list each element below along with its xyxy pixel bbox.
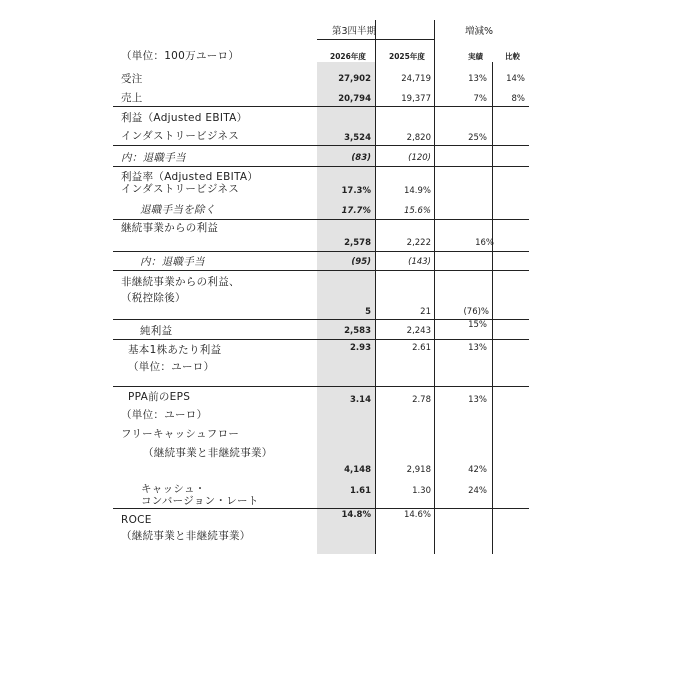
rule-header <box>317 39 434 40</box>
rule-after-eps <box>113 386 529 387</box>
column-divider-current <box>375 20 376 554</box>
value-actual-profit: 25% <box>468 133 487 143</box>
label-fcf-sub: （継続事業と非継続事業） <box>143 447 273 459</box>
label-pension-2: 内：退職手当 <box>140 256 205 268</box>
value-prior-revenue: 19,377 <box>401 94 431 104</box>
label-excl-pension: 退職手当を除く <box>140 204 216 216</box>
value-current-roce: 14.8% <box>341 510 371 520</box>
value-actual-orders: 13% <box>468 74 487 84</box>
value-current-pension-1: (83) <box>351 153 371 163</box>
value-current-pension-2: (95) <box>351 257 371 267</box>
value-current-continuing: 2,578 <box>344 238 371 248</box>
rule-after-profit <box>113 145 529 146</box>
header-col-current: 2026年度 <box>330 52 366 61</box>
value-current-net-income: 2,583 <box>344 326 371 336</box>
value-current-orders: 27,902 <box>338 74 371 84</box>
label-continuing: 継続事業からの利益 <box>121 222 219 234</box>
label-eps-ppa: PPA前のEPS <box>128 391 191 403</box>
rule-after-continuing <box>113 251 529 252</box>
rule-after-net-income <box>113 339 529 340</box>
value-prior-eps-ppa: 2.78 <box>412 395 431 405</box>
label-net-income: 純利益 <box>140 325 173 337</box>
value-current-fcf: 4,148 <box>344 465 371 475</box>
value-actual-net-income: 15% <box>468 320 487 330</box>
value-prior-excl-pension: 15.6% <box>403 206 431 216</box>
value-actual-revenue: 7% <box>473 94 487 104</box>
value-prior-eps: 2.61 <box>412 343 431 353</box>
value-comparable-revenue: 8% <box>511 94 525 104</box>
value-actual-eps-ppa: 13% <box>468 395 487 405</box>
header-period: 第3四半期 <box>332 26 377 37</box>
label-roce-sub: （継続事業と非継続事業） <box>121 530 251 542</box>
value-current-cash-conversion: 1.61 <box>350 486 371 496</box>
label-eps-ppa-sub: （単位：ユーロ） <box>121 409 208 421</box>
rule-before-roce <box>113 508 529 509</box>
label-fcf: フリーキャッシュフロー <box>121 428 240 440</box>
header-col-prior: 2025年度 <box>389 52 425 61</box>
label-discontinued-sub: （税控除後） <box>121 292 186 304</box>
value-actual-cash-conversion: 24% <box>468 486 487 496</box>
value-prior-pension-2: (143) <box>408 257 431 267</box>
label-profit-sub: インダストリービジネス <box>121 130 240 142</box>
value-prior-orders: 24,719 <box>401 74 431 84</box>
label-margin: 利益率（Adjusted EBITA） <box>121 171 259 183</box>
rule-after-margin <box>113 219 529 220</box>
value-prior-continuing: 2,222 <box>406 238 431 248</box>
label-cash-conversion-sub: コンバージョン・レート <box>141 495 259 507</box>
rule-after-pension-2 <box>113 270 529 271</box>
label-pension-1: 内：退職手当 <box>121 152 186 164</box>
label-profit: 利益（Adjusted EBITA） <box>121 112 248 124</box>
value-current-discontinued: 5 <box>365 307 371 317</box>
label-discontinued: 非継続事業からの利益、 <box>121 276 240 288</box>
label-eps: 基本1株あたり利益 <box>128 344 222 356</box>
label-eps-sub: （単位：ユーロ） <box>128 361 215 373</box>
value-prior-roce: 14.6% <box>403 510 431 520</box>
value-current-revenue: 20,794 <box>338 94 371 104</box>
value-current-eps-ppa: 3.14 <box>350 395 371 405</box>
value-prior-margin: 14.9% <box>403 186 431 196</box>
value-actual-fcf: 42% <box>468 465 487 475</box>
rule-after-discontinued <box>113 319 529 320</box>
header-change: 増減% <box>465 26 494 37</box>
value-actual-discontinued: (76)% <box>463 307 489 317</box>
value-actual-continuing: 16% <box>475 238 494 248</box>
value-current-profit: 3,524 <box>344 133 371 143</box>
value-prior-net-income: 2,243 <box>406 326 431 336</box>
value-prior-pension-1: (120) <box>408 153 431 163</box>
rule-after-sales <box>113 106 529 107</box>
label-margin-sub: インダストリービジネス <box>121 183 240 195</box>
label-revenue: 売上 <box>121 92 143 104</box>
label-roce: ROCE <box>121 514 152 526</box>
value-prior-discontinued: 21 <box>420 307 431 317</box>
value-prior-profit: 2,820 <box>406 133 431 143</box>
value-current-excl-pension: 17.7% <box>341 206 371 216</box>
label-cash-conversion: キャッシュ・ <box>141 483 206 495</box>
header-col-comparable: 比較 <box>505 52 520 61</box>
header-col-actual: 実績 <box>468 52 483 61</box>
rule-after-pension-1 <box>113 166 529 167</box>
column-divider-prior <box>434 20 435 554</box>
value-prior-cash-conversion: 1.30 <box>412 486 431 496</box>
label-orders: 受注 <box>121 73 143 85</box>
value-actual-eps: 13% <box>468 343 487 353</box>
value-prior-fcf: 2,918 <box>406 465 431 475</box>
column-divider-actual <box>492 62 493 554</box>
header-unit: （単位：100万ユーロ） <box>121 50 240 62</box>
value-current-margin: 17.3% <box>341 186 371 196</box>
value-comparable-orders: 14% <box>506 74 525 84</box>
value-current-eps: 2.93 <box>350 343 371 353</box>
